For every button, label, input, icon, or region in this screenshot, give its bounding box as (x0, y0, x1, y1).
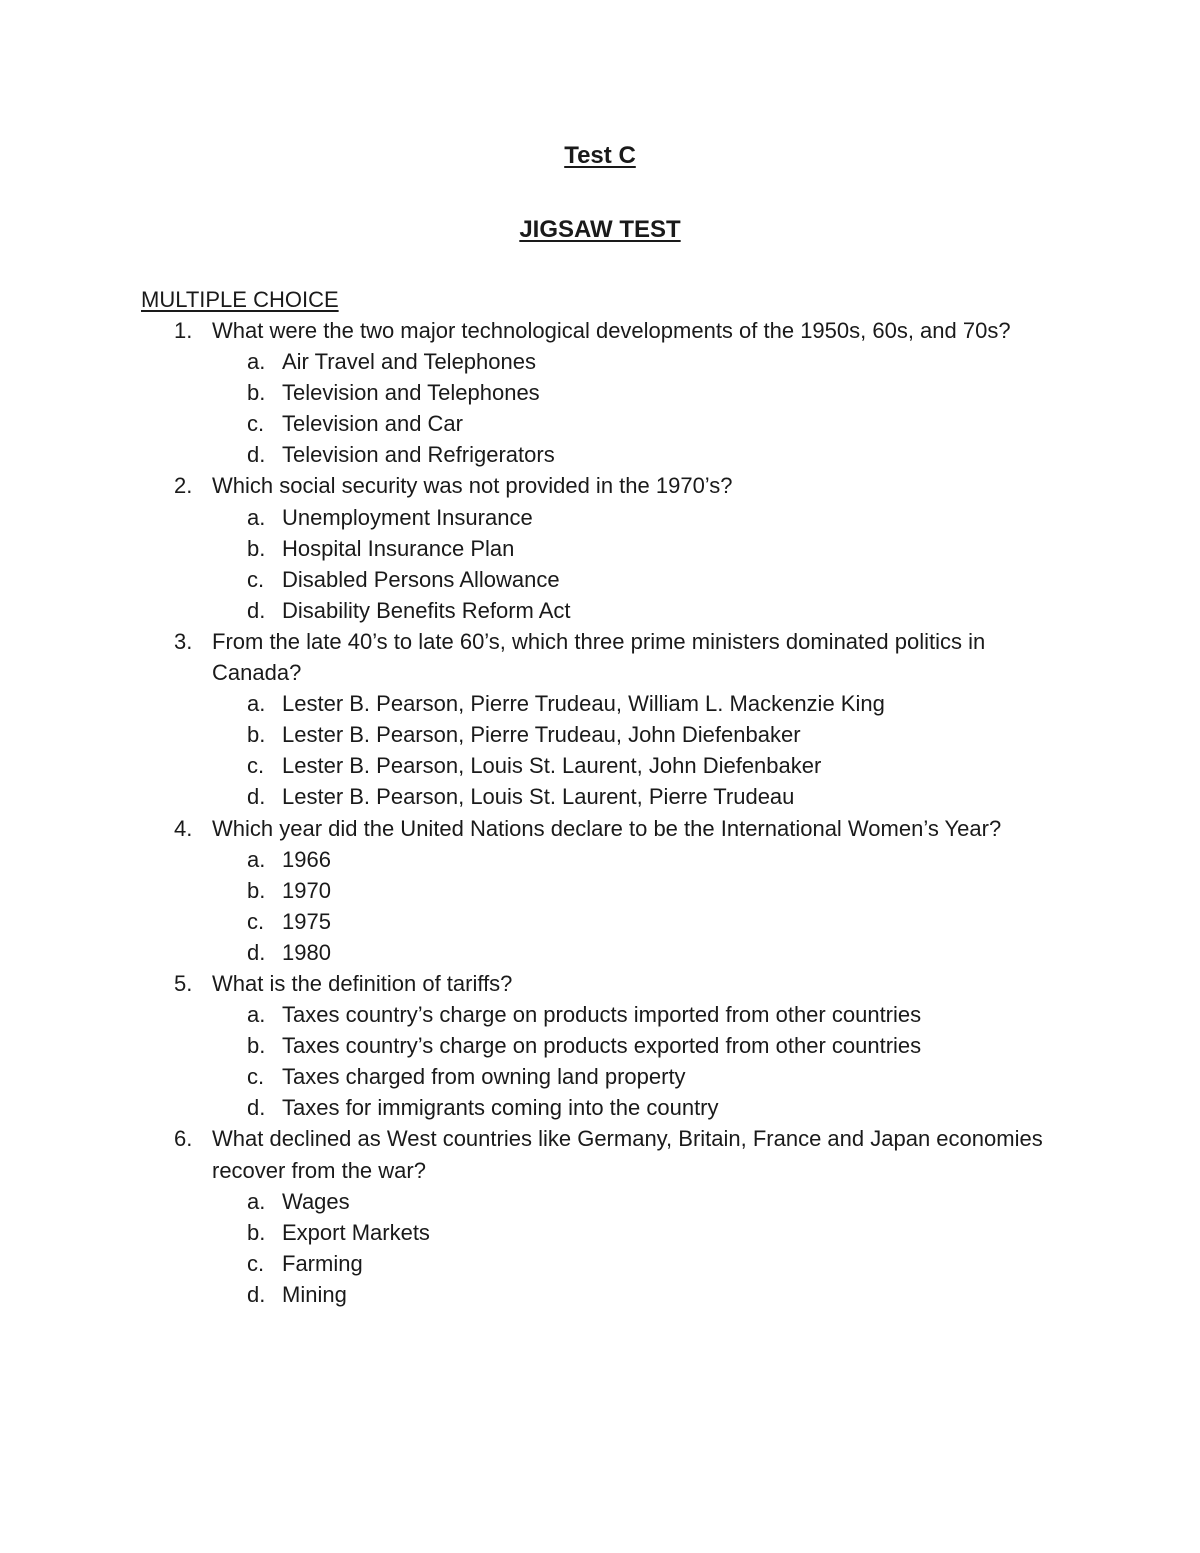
option-letter: d. (247, 1095, 266, 1121)
option-letter: c. (247, 411, 265, 437)
question-number: 6. (174, 1126, 193, 1152)
option-text: Lester B. Pearson, Louis St. Laurent, Pierre Trudeau (282, 784, 795, 810)
option-text: Air Travel and Telephones (282, 349, 536, 375)
answer-option (141, 688, 1071, 719)
question-text: From the late 40’s to late 60’s, which three prime ministers dominated politics in Canada? (212, 628, 986, 686)
option-text: Taxes charged from owning land property (282, 1064, 686, 1090)
option-letter: d. (247, 597, 266, 623)
answer-option (141, 1030, 1071, 1061)
option-text: Disability Benefits Reform Act (282, 597, 571, 623)
option-text: 1970 (282, 877, 331, 903)
option-letter: b. (247, 535, 266, 561)
option-text: Lester B. Pearson, Louis St. Laurent, John Diefenbaker (282, 753, 822, 779)
option-text: 1980 (282, 939, 331, 965)
option-letter: d. (247, 939, 266, 965)
question-number: 2. (174, 473, 193, 499)
option-text: Wages (282, 1188, 350, 1214)
option-letter: b. (247, 722, 266, 748)
option-text: Lester B. Pearson, Pierre Trudeau, John Diefenbaker (282, 722, 801, 748)
answer-option (141, 439, 1071, 470)
answer-option (141, 1217, 1071, 1248)
question-text: Which social security was not provided in the 1970’s? (212, 473, 733, 499)
option-text: Mining (282, 1281, 347, 1307)
question-text: What were the two major technological developments of the 1950s, 60s, and 70s? (212, 318, 1011, 343)
answer-option (141, 533, 1071, 564)
answer-option (141, 937, 1071, 968)
option-letter: b. (247, 1219, 266, 1245)
option-letter: c. (247, 908, 265, 934)
option-text: Unemployment Insurance (282, 504, 533, 530)
answer-option (141, 844, 1071, 875)
option-letter: d. (247, 442, 266, 468)
option-letter: a. (247, 349, 266, 375)
option-letter: c. (247, 1250, 265, 1276)
option-text: Lester B. Pearson, Pierre Trudeau, William L. Mackenzie King (282, 691, 885, 717)
option-text: Disabled Persons Allowance (282, 566, 560, 592)
option-letter: d. (247, 1281, 266, 1307)
option-text: Hospital Insurance Plan (282, 535, 515, 561)
answer-option (141, 781, 1071, 812)
answer-option (141, 595, 1071, 626)
question-number: 5. (174, 970, 193, 996)
option-text: Television and Car (282, 411, 463, 437)
option-letter: c. (247, 753, 265, 779)
answer-option (141, 564, 1071, 595)
option-text: Taxes country’s charge on products imported from other countries (282, 1002, 922, 1028)
answer-option (141, 719, 1071, 750)
question-item (141, 315, 1071, 346)
option-letter: d. (247, 784, 266, 810)
question-item (141, 626, 1071, 688)
option-text: Farming (282, 1250, 363, 1276)
answer-option (141, 1248, 1071, 1279)
answer-option (141, 750, 1071, 781)
answer-option (141, 346, 1071, 377)
answer-option (141, 1279, 1071, 1310)
answer-option (141, 502, 1071, 533)
answer-option (141, 377, 1071, 408)
option-text: 1966 (282, 846, 331, 872)
option-letter: a. (247, 1188, 266, 1214)
option-letter: a. (247, 1002, 266, 1028)
question-text: Which year did the United Nations declare to be the International Women’s Year? (212, 815, 1002, 841)
question-item (141, 968, 1071, 999)
page-title: Test C (564, 142, 636, 169)
question-text: What is the definition of tariffs? (212, 970, 513, 996)
option-letter: a. (247, 504, 266, 530)
section-heading: MULTIPLE CHOICE (141, 287, 339, 312)
option-letter: b. (247, 380, 266, 406)
answer-option (141, 875, 1071, 906)
question-text: What declined as West countries like Germany, Britain, France and Japan economies recover from the war? (212, 1126, 1043, 1183)
question-number: 3. (174, 628, 193, 654)
option-text: Taxes country’s charge on products exported from other countries (282, 1033, 922, 1059)
answer-option (141, 1186, 1071, 1217)
option-text: Television and Refrigerators (282, 442, 555, 468)
question-list (141, 315, 1071, 1310)
question-item (141, 470, 1071, 501)
option-text: Export Markets (282, 1219, 430, 1245)
question-number: 4. (174, 815, 193, 841)
page-subtitle: JIGSAW TEST (519, 216, 681, 243)
question-number: 1. (174, 318, 193, 343)
question-item (141, 813, 1071, 844)
option-text: Taxes for immigrants coming into the country (282, 1095, 719, 1121)
option-letter: b. (247, 877, 266, 903)
option-letter: c. (247, 1064, 265, 1090)
option-letter: a. (247, 846, 266, 872)
answer-option (141, 906, 1071, 937)
answer-option (141, 1061, 1071, 1092)
option-text: 1975 (282, 908, 331, 934)
option-text: Television and Telephones (282, 380, 540, 406)
question-item (141, 1123, 1071, 1185)
answer-option (141, 1092, 1071, 1123)
option-letter: b. (247, 1033, 266, 1059)
option-letter: c. (247, 566, 265, 592)
option-letter: a. (247, 691, 266, 717)
answer-option (141, 408, 1071, 439)
answer-option (141, 999, 1071, 1030)
